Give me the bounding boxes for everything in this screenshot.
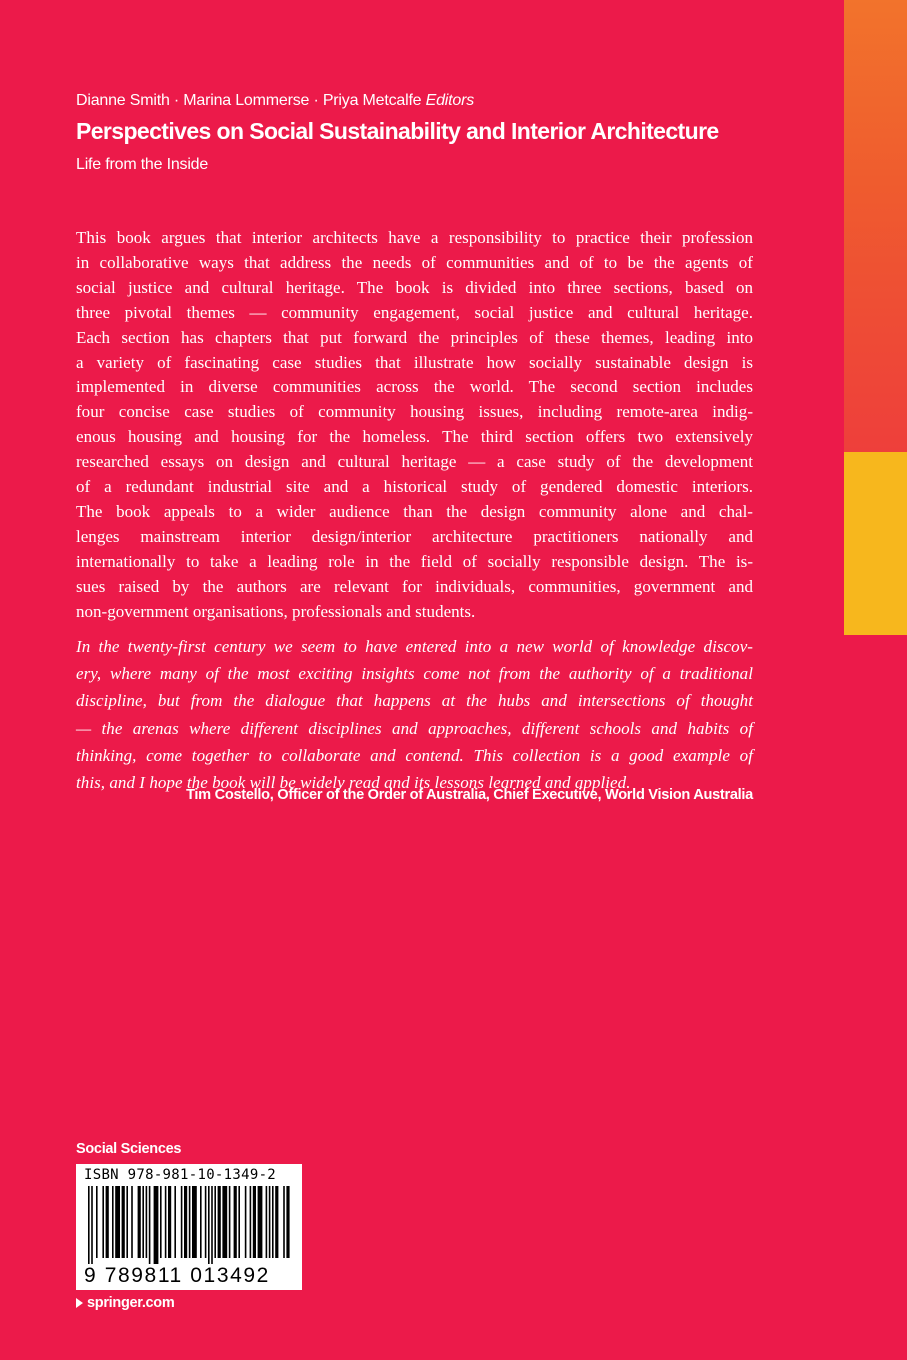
book-subtitle: Life from the Inside xyxy=(76,156,209,173)
book-description xyxy=(76,226,753,625)
quote-line: ery, where many of the most exciting insights come not from the authority of a traditional xyxy=(76,664,753,684)
quote-line: discipline, but from the dialogue that happens at the hubs and intersections of thought xyxy=(76,691,753,711)
quote-line: this, and I hope the book will be widely read and its lessons learned and applied. xyxy=(76,773,631,793)
barcode-bar xyxy=(168,1186,171,1258)
editors-role: Editors xyxy=(425,92,475,109)
barcode-bar xyxy=(245,1186,247,1258)
description-line: four concise case studies of community housing issues, including remote-area indig- xyxy=(76,402,753,422)
description-line: sues raised by the authors are relevant for individuals, communities, government and xyxy=(76,576,753,596)
subject-category: Social Sciences xyxy=(76,1141,182,1157)
quote-line: — the arenas where different disciplines and approaches, different schools and habits of xyxy=(76,718,753,738)
barcode-bar xyxy=(211,1186,213,1264)
barcode-bar xyxy=(102,1186,104,1258)
barcode-bar xyxy=(205,1186,207,1258)
barcode-bar xyxy=(184,1186,187,1258)
barcode-bar xyxy=(250,1186,252,1258)
barcode-bar xyxy=(149,1186,151,1264)
barcode-bar xyxy=(189,1186,191,1258)
editor-names: Dianne Smith · Marina Lommerse · Priya Metcalfe xyxy=(76,92,422,109)
barcode-bar xyxy=(222,1186,227,1258)
editors-line xyxy=(76,92,474,110)
barcode-bar xyxy=(253,1186,256,1258)
barcode-bar xyxy=(106,1186,109,1258)
yellow-color-stripe xyxy=(844,452,907,635)
barcode-bar xyxy=(160,1186,162,1258)
barcode-bar xyxy=(238,1186,240,1258)
description-line: non-government organisations, professionals and students. xyxy=(76,601,476,621)
barcode-bar xyxy=(200,1186,202,1258)
barcode-bar xyxy=(234,1186,237,1258)
barcode-bar xyxy=(214,1186,216,1258)
barcode-bar xyxy=(283,1186,285,1258)
publisher-website[interactable] xyxy=(76,1295,174,1311)
barcode-bars xyxy=(82,1186,296,1264)
barcode-bar xyxy=(266,1186,268,1258)
description-line: three pivotal themes — community engagement, social justice and cultural heritage. xyxy=(76,302,753,322)
barcode-bar xyxy=(96,1186,98,1258)
description-line: researched essays on design and cultural heritage — a case study of the development xyxy=(76,452,753,472)
isbn-label: ISBN 978-981-10-1349-2 xyxy=(84,1167,277,1183)
barcode-bar xyxy=(174,1186,176,1258)
barcode-bar xyxy=(88,1186,90,1264)
barcode-bar xyxy=(115,1186,120,1258)
barcode-bar xyxy=(218,1186,221,1258)
website-label: springer.com xyxy=(87,1295,175,1311)
barcode-digits: 9 789811 013492 xyxy=(84,1264,270,1287)
description-line: in collaborative ways that address the needs of communities and of to be the agents of xyxy=(76,252,753,272)
barcode-bar xyxy=(181,1186,183,1258)
quote-line: thinking, come together to collaborate and contend. This collection is a good example of xyxy=(76,745,753,765)
barcode-bar xyxy=(286,1186,289,1258)
arrow-right-icon xyxy=(76,1298,83,1308)
quote-line: In the twenty-first century we seem to have entered into a new world of knowledge discov- xyxy=(76,637,753,656)
quote-attribution: Tim Costello, Officer of the Order of Australia, Chief Executive, World Vision Australia xyxy=(186,787,753,803)
barcode-bar xyxy=(272,1186,274,1258)
description-line: a variety of fascinating case studies that illustrate how socially sustainable design is xyxy=(76,352,753,372)
barcode-bar xyxy=(138,1186,141,1258)
description-line: This book argues that interior architects have a responsibility to practice their profession xyxy=(76,228,753,247)
barcode-bar xyxy=(154,1186,159,1264)
barcode-bar xyxy=(142,1186,144,1258)
barcode-bar xyxy=(229,1186,231,1258)
description-line: internationally to take a leading role in the field of socially responsible design. The is- xyxy=(76,551,753,571)
isbn-barcode xyxy=(76,1164,302,1290)
barcode-bar xyxy=(112,1186,114,1258)
description-line: Each section has chapters that put forward the principles of these themes, leading into xyxy=(76,327,753,347)
barcode-bar xyxy=(165,1186,167,1258)
barcode-bar xyxy=(126,1186,128,1258)
barcode-bar xyxy=(275,1186,278,1258)
barcode-bar xyxy=(91,1186,93,1264)
description-line: enous housing and housing for the homeless. The third section offers two extensively xyxy=(76,427,753,447)
barcode-bar xyxy=(122,1186,125,1258)
description-line: of a redundant industrial site and a historical study of gendered domestic interiors. xyxy=(76,477,753,497)
endorsement-quote xyxy=(76,633,753,796)
barcode-bar xyxy=(131,1186,133,1258)
description-line: implemented in diverse communities across the world. The second section includes xyxy=(76,377,753,397)
orange-color-stripe xyxy=(844,0,907,452)
barcode-bar xyxy=(258,1186,263,1258)
description-line: lenges mainstream interior design/interior architecture practitioners nationally and xyxy=(76,526,753,546)
description-line: social justice and cultural heritage. The book is divided into three sections, based on xyxy=(76,277,753,297)
barcode-bar xyxy=(192,1186,197,1258)
barcode-bar xyxy=(208,1186,210,1264)
barcode-bar xyxy=(269,1186,271,1258)
barcode-bar xyxy=(146,1186,148,1258)
book-title: Perspectives on Social Sustainability and Interior Architecture xyxy=(76,118,719,144)
description-line: The book appeals to a wider audience than the design community alone and chal- xyxy=(76,501,753,521)
